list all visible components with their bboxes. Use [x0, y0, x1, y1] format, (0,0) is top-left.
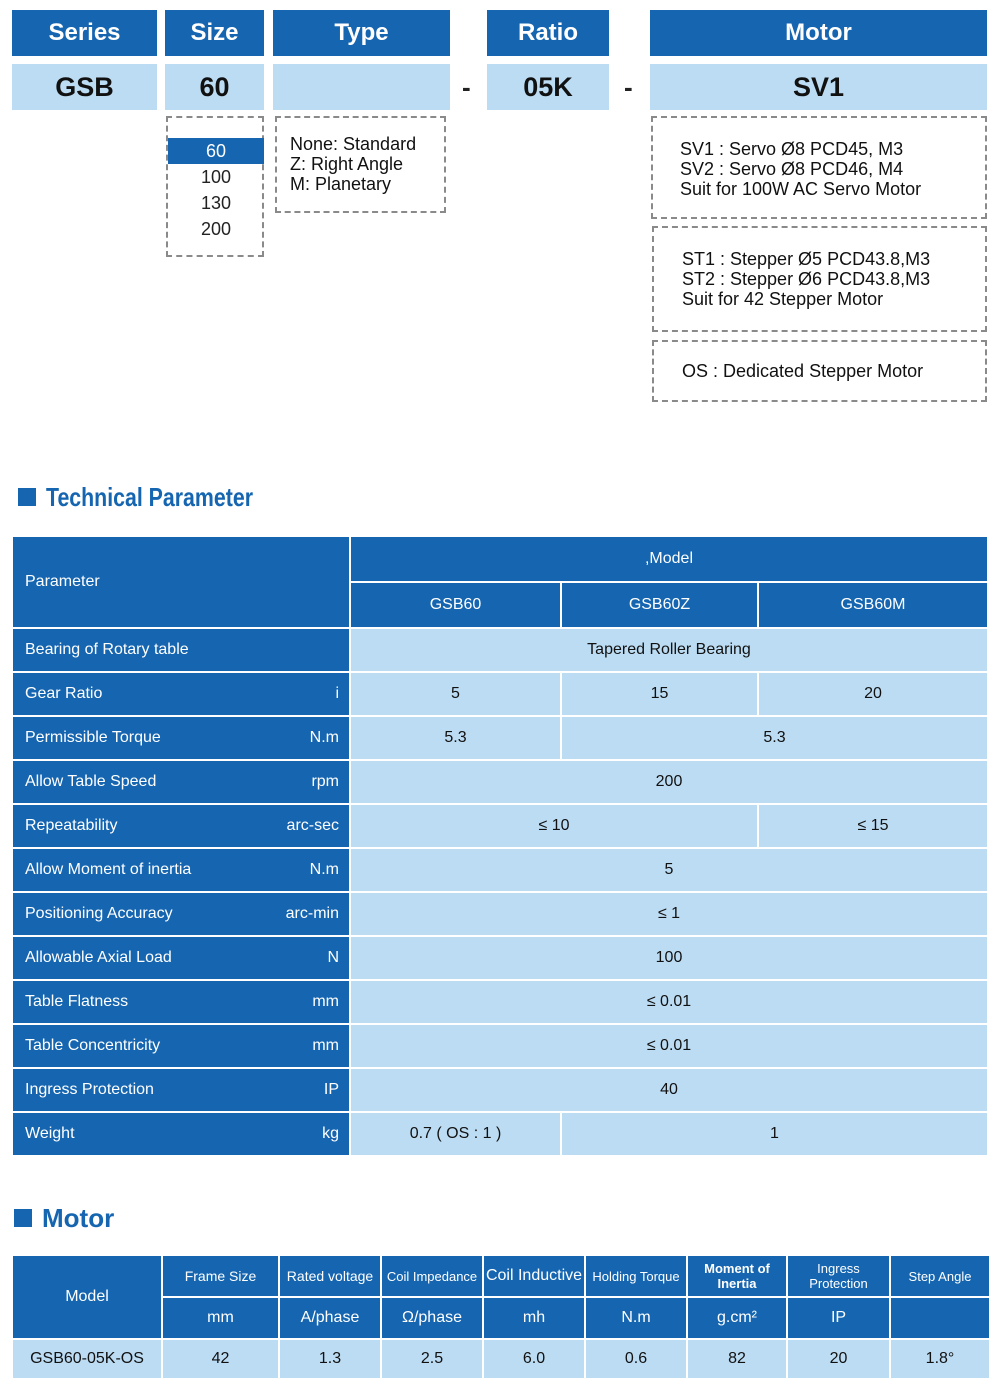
- section-square-icon: [14, 1209, 32, 1227]
- type-value: [273, 64, 450, 110]
- motor-unit-header: g.cm²: [687, 1297, 787, 1339]
- row-label: Weight kg: [12, 1112, 350, 1156]
- motor-value-cell: 20: [787, 1339, 890, 1379]
- motor-heading: [14, 1203, 114, 1233]
- series-header: Series: [12, 10, 157, 56]
- motor-column-header: Ingress Protection: [787, 1255, 890, 1297]
- technical-parameter-table: [11, 535, 989, 1157]
- motor-unit-header: mh: [483, 1297, 585, 1339]
- series-value: GSB: [12, 64, 157, 110]
- table-row: [12, 892, 988, 936]
- row-label: Table Concentricity mm: [12, 1024, 350, 1068]
- type-options-box: [275, 116, 446, 213]
- servo-option: SV1 : Servo Ø8 PCD45, M3: [680, 139, 904, 159]
- row-label: Allowable Axial Load N: [12, 936, 350, 980]
- row-label: Allow Table Speed rpm: [12, 760, 350, 804]
- technical-parameter-heading: [18, 482, 298, 512]
- row-label: Allow Moment of inertia N.m: [12, 848, 350, 892]
- row-value: ≤ 1: [350, 892, 988, 936]
- motor-column-header: Rated voltage: [279, 1255, 381, 1297]
- type-option: Z: Right Angle: [290, 154, 404, 174]
- dedicated-motor-box: [652, 340, 987, 402]
- table-row: [12, 804, 988, 848]
- motor-value-cell: 6.0: [483, 1339, 585, 1379]
- row-value: 40: [350, 1068, 988, 1112]
- row-value: Tapered Roller Bearing: [350, 628, 988, 672]
- row-value: 5: [350, 848, 988, 892]
- ratio-value: 05K: [487, 64, 609, 110]
- table-row: [12, 1112, 988, 1156]
- motor-value-cell: 1.8°: [890, 1339, 990, 1379]
- row-value: 5: [350, 672, 561, 716]
- table-row: [12, 980, 988, 1024]
- type-header: Type: [273, 10, 450, 56]
- dedicated-motor-option: OS : Dedicated Stepper Motor: [682, 361, 924, 381]
- row-value: 100: [350, 936, 988, 980]
- stepper-options-box: [652, 226, 987, 332]
- motor-unit-header: [890, 1297, 990, 1339]
- motor-value-cell: 1.3: [279, 1339, 381, 1379]
- ratio-header: Ratio: [487, 10, 609, 56]
- type-option: None: Standard: [290, 134, 417, 154]
- size-option-selected[interactable]: 60: [168, 138, 264, 164]
- row-label: Table Flatness mm: [12, 980, 350, 1024]
- parameter-header: Parameter: [12, 536, 350, 628]
- motor-table: [11, 1254, 991, 1380]
- size-value: 60: [165, 64, 264, 110]
- table-row: [12, 936, 988, 980]
- table-row: [12, 672, 988, 716]
- size-option[interactable]: 130: [200, 192, 232, 213]
- row-label: Gear Ratio i: [12, 672, 350, 716]
- row-value: ≤ 15: [758, 804, 988, 848]
- separator-dash-2: -: [624, 72, 633, 102]
- type-option: M: Planetary: [290, 174, 392, 194]
- model-column-header: GSB60: [350, 582, 561, 628]
- section-square-icon: [18, 488, 36, 506]
- row-label: Permissible Torque N.m: [12, 716, 350, 760]
- table-row: [12, 760, 988, 804]
- separator-dash-1: -: [462, 72, 471, 102]
- table-row: [12, 716, 988, 760]
- motor-column-header: Coil Inductive: [483, 1255, 585, 1297]
- servo-options-box: [651, 116, 987, 219]
- motor-value-cell: 2.5: [381, 1339, 483, 1379]
- motor-unit-header: N.m: [585, 1297, 687, 1339]
- row-value: 5.3: [350, 716, 561, 760]
- motor-column-header: Frame Size: [162, 1255, 279, 1297]
- model-column-header: GSB60Z: [561, 582, 758, 628]
- row-value: 5.3: [561, 716, 988, 760]
- row-label: Bearing of Rotary table: [12, 628, 350, 672]
- size-header: Size: [165, 10, 264, 56]
- motor-value: SV1: [650, 64, 987, 110]
- servo-option: SV2 : Servo Ø8 PCD46, M4: [680, 159, 904, 179]
- table-row: [12, 628, 988, 672]
- row-label: Repeatability arc-sec: [12, 804, 350, 848]
- row-value: ≤ 0.01: [350, 1024, 988, 1068]
- motor-column-header: Holding Torque: [585, 1255, 687, 1297]
- row-value: ≤ 10: [350, 804, 758, 848]
- row-value: 1: [561, 1112, 988, 1156]
- motor-model-cell: GSB60-05K-OS: [12, 1339, 162, 1379]
- row-value: 0.7 ( OS : 1 ): [350, 1112, 561, 1156]
- stepper-option: ST1 : Stepper Ø5 PCD43.8,M3: [682, 249, 931, 269]
- motor-title: Motor: [42, 1202, 115, 1233]
- model-header: ,Model: [350, 536, 988, 582]
- row-value: 200: [350, 760, 988, 804]
- motor-unit-header: Ω/phase: [381, 1297, 483, 1339]
- motor-value-cell: 82: [687, 1339, 787, 1379]
- table-row: [12, 1024, 988, 1068]
- technical-parameter-title: Technical Parameter: [46, 481, 253, 512]
- servo-note: Suit for 100W AC Servo Motor: [680, 179, 922, 199]
- table-row: [12, 848, 988, 892]
- motor-column-header: Coil Impedance: [381, 1255, 483, 1297]
- table-row: [12, 1339, 990, 1379]
- model-column-header: GSB60M: [758, 582, 988, 628]
- table-row: [12, 1068, 988, 1112]
- size-options-box: [166, 116, 264, 257]
- row-label: Ingress Protection IP: [12, 1068, 350, 1112]
- size-option[interactable]: 100: [200, 166, 232, 187]
- stepper-option: ST2 : Stepper Ø6 PCD43.8,M3: [682, 269, 931, 289]
- row-value: 20: [758, 672, 988, 716]
- row-value: ≤ 0.01: [350, 980, 988, 1024]
- row-value: 15: [561, 672, 758, 716]
- motor-value-cell: 0.6: [585, 1339, 687, 1379]
- size-option[interactable]: 200: [200, 218, 232, 239]
- motor-unit-header: A/phase: [279, 1297, 381, 1339]
- motor-model-header: Model: [12, 1255, 162, 1339]
- row-label: Positioning Accuracy arc-min: [12, 892, 350, 936]
- motor-value-cell: 42: [162, 1339, 279, 1379]
- motor-header: Motor: [650, 10, 987, 56]
- stepper-note: Suit for 42 Stepper Motor: [682, 289, 884, 309]
- motor-unit-header: mm: [162, 1297, 279, 1339]
- motor-column-header: Step Angle: [890, 1255, 990, 1297]
- motor-column-header: Moment of Inertia: [687, 1255, 787, 1297]
- motor-unit-header: IP: [787, 1297, 890, 1339]
